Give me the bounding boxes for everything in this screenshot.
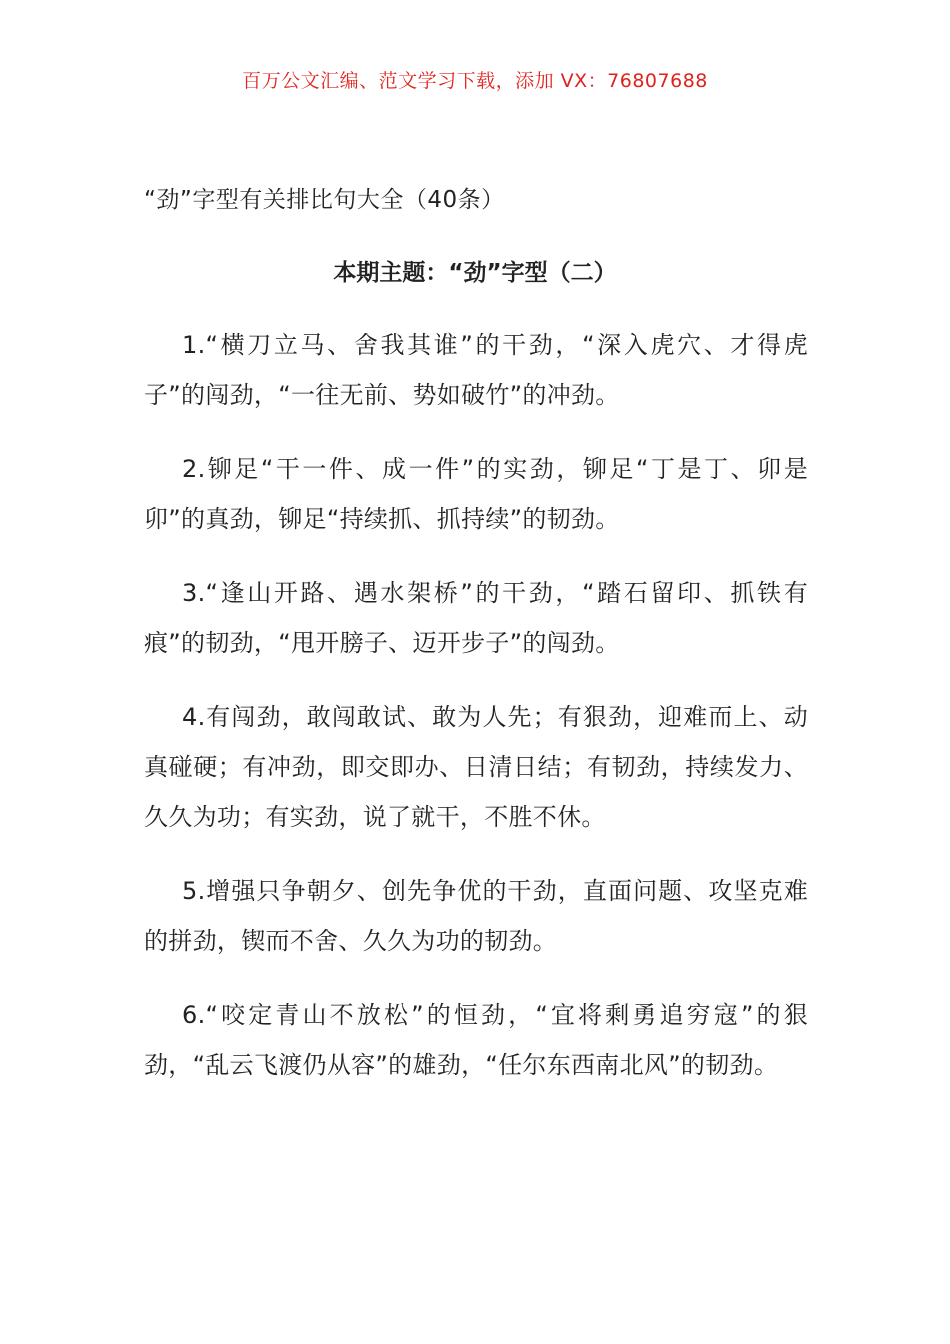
document-title: “劲”字型有关排比句大全（40条）	[144, 187, 505, 213]
paragraph-2: 2.铆足“干一件、成一件”的实劲，铆足“丁是丁、卯是卯”的真劲，铆足“持续抓、抓持续”的韧劲。	[144, 455, 808, 533]
document-body	[144, 320, 808, 1114]
paragraph-4: 4.有闯劲，敢闯敢试、敢为人先；有狠劲，迎难而上、动真碰硬；有冲劲，即交即办、日清日结；有韧劲，持续发力、久久为功；有实劲，说了就干，不胜不休。	[144, 703, 808, 831]
paragraph-5: 5.增强只争朝夕、创先争优的干劲，直面问题、攻坚克难的拼劲，锲而不舍、久久为功的韧劲。	[144, 877, 808, 955]
paragraph-6: 6.“咬定青山不放松”的恒劲，“宜将剩勇追穷寇”的狠劲，“乱云飞渡仍从容”的雄劲，“任尔东西南北风”的韧劲。	[144, 1001, 808, 1079]
issue-theme-heading: 本期主题：“劲”字型（二）	[333, 260, 617, 286]
header-watermark-note: 百万公文汇编、范文学习下载，添加 VX：76807688	[242, 70, 708, 92]
paragraph-1: 1.“横刀立马、舍我其谁”的干劲，“深入虎穴、才得虎子”的闯劲，“一往无前、势如破竹”的冲劲。	[144, 331, 808, 409]
paragraph-3: 3.“逢山开路、遇水架桥”的干劲，“踏石留印、抓铁有痕”的韧劲，“甩开膀子、迈开步子”的闯劲。	[144, 579, 808, 657]
